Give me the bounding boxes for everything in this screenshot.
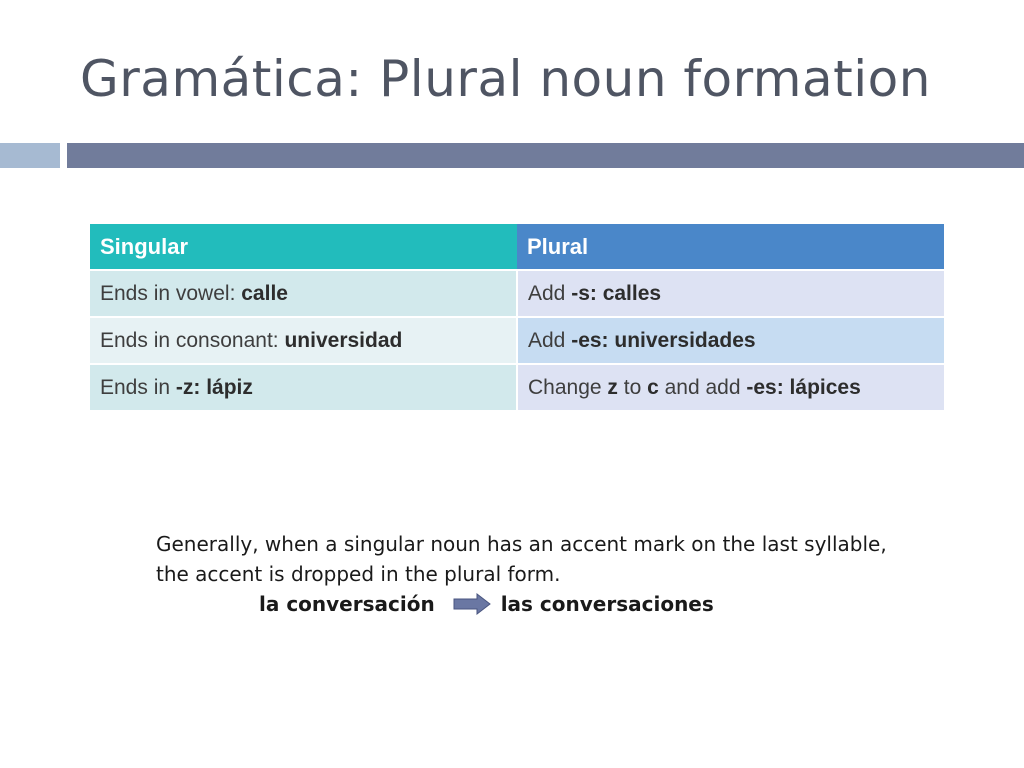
singular-cell	[90, 270, 517, 317]
plural-cell	[517, 364, 944, 410]
singular-cell	[90, 364, 517, 410]
plural-rule-and: and add	[658, 375, 747, 399]
header-singular: Singular	[90, 224, 517, 270]
plural-rule: Add	[528, 281, 572, 305]
plural-example: -es: lápices	[746, 375, 861, 399]
accent-note: Generally, when a singular noun has an accent mark on the last syllable, the accent is dropped in the plural form.	[156, 532, 887, 586]
singular-cell	[90, 317, 517, 364]
singular-example: universidad	[284, 328, 403, 352]
plural-letter-z: z	[607, 375, 618, 399]
plural-example: -s: calles	[571, 281, 662, 305]
plural-rule: Add	[528, 328, 572, 352]
table-row	[90, 317, 944, 364]
slide-title: Gramática: Plural noun formation	[80, 50, 931, 108]
singular-example: calle	[241, 281, 288, 305]
singular-example: -z: lápiz	[175, 375, 253, 399]
table-row	[90, 364, 944, 410]
plural-letter-c: c	[647, 375, 659, 399]
example-singular: la conversación	[259, 592, 435, 616]
header-plural: Plural	[517, 224, 944, 270]
plural-rules-table	[90, 224, 944, 410]
plural-rule-to: to	[617, 375, 648, 399]
table-header-row	[90, 224, 944, 270]
singular-rule: Ends in consonant:	[100, 328, 285, 352]
plural-example: -es: universidades	[571, 328, 756, 352]
plural-cell	[517, 270, 944, 317]
plural-rule: Change	[528, 375, 608, 399]
accent-example	[259, 589, 714, 619]
decorative-bar-light	[0, 143, 60, 168]
example-plural: las conversaciones	[500, 592, 714, 616]
decorative-bar-dark	[67, 143, 1024, 168]
right-arrow-icon	[453, 593, 491, 615]
table-row	[90, 270, 944, 317]
singular-rule: Ends in vowel:	[100, 281, 242, 305]
singular-rule: Ends in	[100, 375, 176, 399]
plural-cell	[517, 317, 944, 364]
